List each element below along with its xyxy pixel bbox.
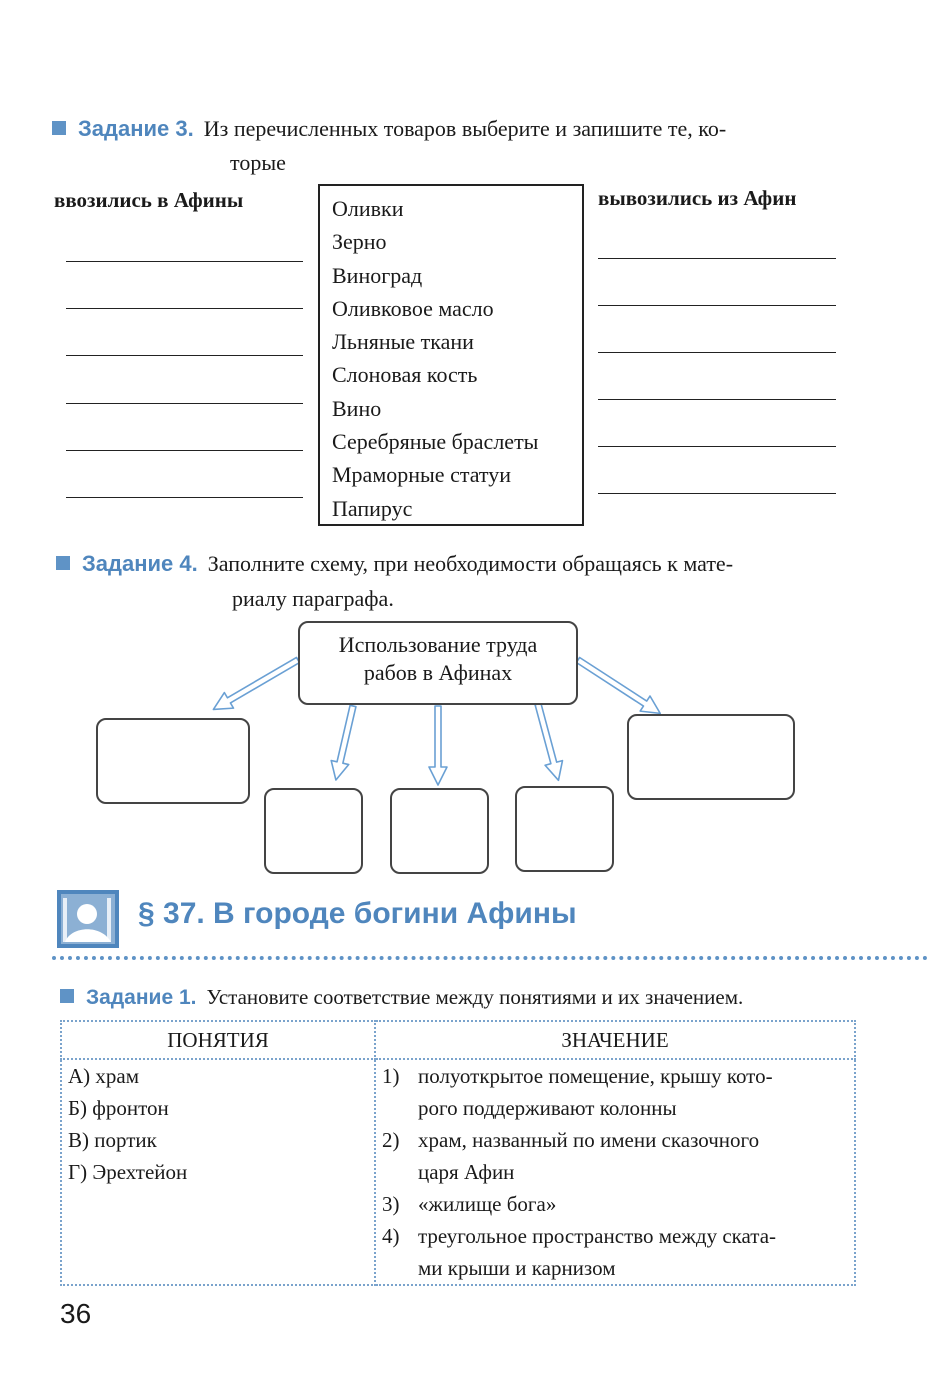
square-bullet-icon (60, 989, 74, 1003)
scheme-answer-box[interactable] (627, 714, 795, 800)
task4-text: Заполните схему, при необходимости обращаясь к мате- (207, 551, 734, 576)
goods-item: Оливковое масло (332, 295, 494, 321)
arrow-icon (429, 706, 447, 785)
task3-text: Из перечисленных товаров выберите и запишите те, ко- (203, 116, 727, 141)
meaning-text: «жилище бога» (418, 1192, 557, 1216)
task3-text-continued: торые (230, 150, 286, 175)
goods-item: Льняные ткани (332, 329, 474, 355)
meaning-text: полуоткрытое помещение, крышу кото- (418, 1064, 773, 1088)
meaning-number: 3) (382, 1192, 400, 1216)
task3-label: Задание 3. (78, 116, 194, 141)
meaning-number: 1) (382, 1064, 400, 1088)
meaning-number: 4) (382, 1224, 400, 1248)
section-divider (52, 956, 928, 960)
meaning-text: храм, названный по имени сказочного (418, 1128, 760, 1152)
scheme-center-line: рабов в Афинах (363, 660, 513, 685)
task1-text: Установите соответствие между понятиями и их значением. (206, 985, 744, 1009)
goods-item: Серебряные браслеты (332, 429, 539, 455)
meanings-column (375, 1059, 855, 1285)
goods-item: Виноград (332, 262, 423, 288)
matching-table (60, 1020, 856, 1286)
concept-item: А) храм (68, 1064, 140, 1088)
meaning-item (382, 1188, 848, 1220)
concept-item: Г) Эрехтейон (68, 1160, 188, 1184)
scheme-center-line: Использование труда (338, 632, 538, 657)
meaning-text: рого поддерживают колонны (418, 1096, 677, 1120)
scheme-answer-box[interactable] (390, 788, 489, 874)
task4-label: Задание 4. (82, 551, 198, 576)
concepts-column (61, 1059, 375, 1285)
goods-item: Оливки (332, 196, 404, 221)
arrow-icon (529, 702, 567, 783)
concept-item: Б) фронтон (68, 1096, 169, 1120)
meaning-item (382, 1060, 848, 1124)
concepts-header: ПОНЯТИЯ (61, 1021, 375, 1059)
meaning-text: треугольное пространство между ската- (418, 1224, 777, 1248)
meaning-text: ми крыши и карнизом (418, 1256, 616, 1280)
task1-label: Задание 1. (86, 986, 197, 1009)
goods-item: Вино (332, 395, 382, 421)
goods-item: Слоновая кость (332, 362, 478, 388)
scheme-answer-box[interactable] (96, 718, 250, 804)
arrow-icon (209, 652, 303, 717)
scheme-answer-box[interactable] (515, 786, 614, 872)
section-title: § 37. В городе богини Афины (138, 897, 577, 930)
scheme-answer-box[interactable] (264, 788, 363, 874)
page-number: 36 (60, 1298, 92, 1329)
section-emblem-icon (57, 890, 119, 948)
goods-item: Папирус (332, 495, 413, 521)
meaning-number: 2) (382, 1128, 400, 1152)
meaning-item (382, 1220, 848, 1284)
task4-text-continued: риалу параграфа. (232, 586, 394, 611)
goods-item: Мраморные статуи (332, 462, 512, 488)
meanings-header: ЗНАЧЕНИЕ (375, 1021, 855, 1059)
task1-heading (60, 980, 900, 1015)
arrow-icon (573, 652, 665, 720)
goods-item: Зерно (332, 229, 387, 255)
meaning-item (382, 1124, 848, 1188)
scheme-center-box (298, 621, 578, 705)
imported-header: ввозились в Афины (54, 188, 244, 212)
meaning-text: царя Афин (418, 1160, 515, 1184)
arrow-icon (327, 704, 362, 782)
exported-header: вывозились из Афин (598, 186, 797, 210)
concept-item: В) портик (68, 1128, 157, 1152)
